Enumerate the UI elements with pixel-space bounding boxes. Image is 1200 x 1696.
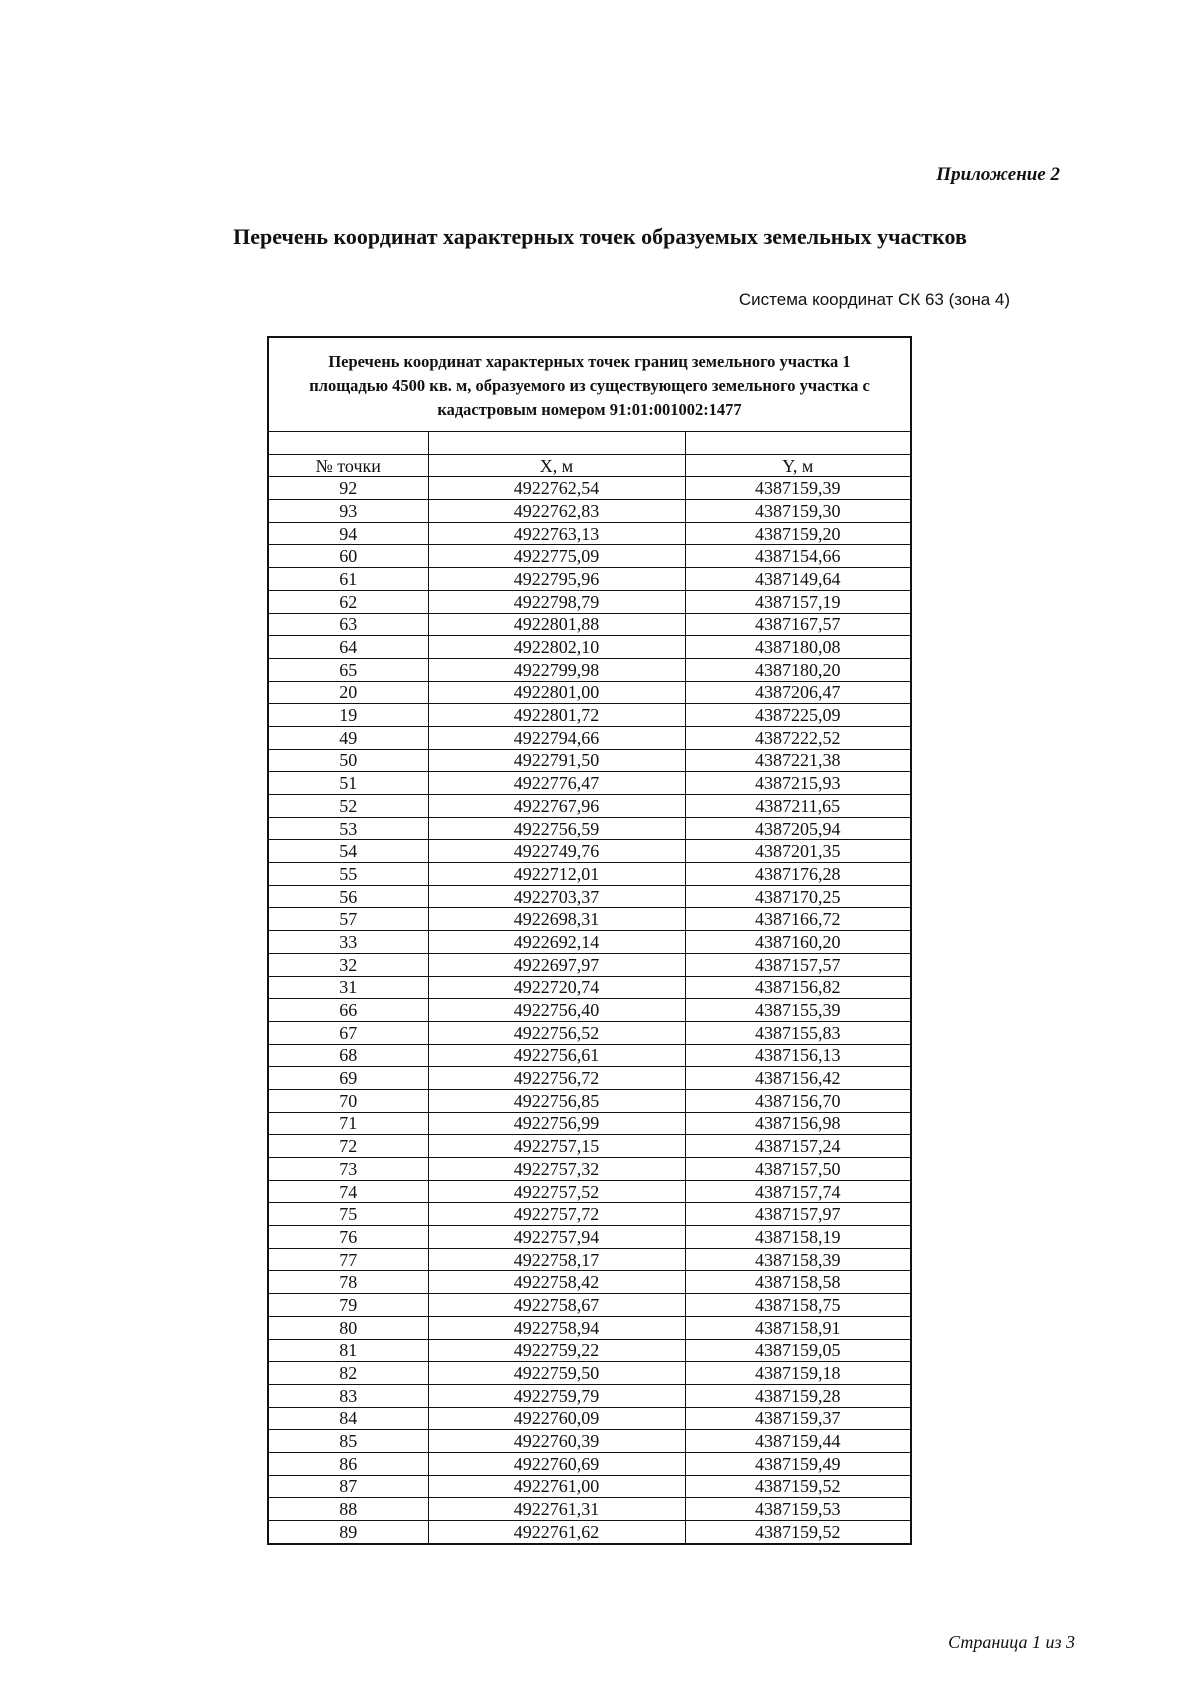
point-number-cell: 55	[269, 863, 428, 886]
table-row	[269, 613, 910, 636]
y-coordinate-cell: 4387155,83	[685, 1021, 910, 1044]
x-coordinate-cell: 4922758,67	[428, 1294, 685, 1317]
table-row	[269, 500, 910, 523]
y-coordinate-cell: 4387222,52	[685, 726, 910, 749]
x-coordinate-cell: 4922756,59	[428, 817, 685, 840]
table-row	[269, 1067, 910, 1090]
point-number-cell: 81	[269, 1339, 428, 1362]
table-row	[269, 1475, 910, 1498]
x-coordinate-cell: 4922760,09	[428, 1407, 685, 1430]
table-row	[269, 772, 910, 795]
y-coordinate-cell: 4387211,65	[685, 795, 910, 818]
y-coordinate-cell: 4387155,39	[685, 999, 910, 1022]
x-coordinate-cell: 4922799,98	[428, 658, 685, 681]
point-number-cell: 89	[269, 1521, 428, 1543]
appendix-label: Приложение 2	[936, 164, 1060, 185]
table-row	[269, 1180, 910, 1203]
x-coordinate-cell: 4922762,83	[428, 500, 685, 523]
y-coordinate-cell: 4387180,20	[685, 658, 910, 681]
x-coordinate-cell: 4922767,96	[428, 795, 685, 818]
table-row	[269, 931, 910, 954]
x-coordinate-cell: 4922760,39	[428, 1430, 685, 1453]
y-coordinate-cell: 4387156,98	[685, 1112, 910, 1135]
table-row	[269, 1044, 910, 1067]
table-row	[269, 976, 910, 999]
table-row	[269, 1271, 910, 1294]
point-number-cell: 49	[269, 726, 428, 749]
table-row	[269, 840, 910, 863]
x-coordinate-cell: 4922757,72	[428, 1203, 685, 1226]
table-row	[269, 522, 910, 545]
point-number-cell: 64	[269, 636, 428, 659]
table-row	[269, 681, 910, 704]
x-coordinate-cell: 4922757,15	[428, 1135, 685, 1158]
y-coordinate-cell: 4387159,28	[685, 1384, 910, 1407]
x-coordinate-cell: 4922756,40	[428, 999, 685, 1022]
y-coordinate-cell: 4387158,39	[685, 1248, 910, 1271]
point-number-cell: 86	[269, 1452, 428, 1475]
table-body	[269, 477, 910, 1543]
spacer-cell	[685, 432, 910, 454]
y-coordinate-cell: 4387215,93	[685, 772, 910, 795]
table-row	[269, 885, 910, 908]
x-coordinate-cell: 4922758,42	[428, 1271, 685, 1294]
y-coordinate-cell: 4387159,05	[685, 1339, 910, 1362]
table-header-row	[269, 454, 910, 477]
point-number-cell: 66	[269, 999, 428, 1022]
y-coordinate-cell: 4387158,58	[685, 1271, 910, 1294]
point-number-cell: 74	[269, 1180, 428, 1203]
y-coordinate-cell: 4387176,28	[685, 863, 910, 886]
x-coordinate-cell: 4922756,85	[428, 1089, 685, 1112]
table-row	[269, 795, 910, 818]
y-coordinate-cell: 4387205,94	[685, 817, 910, 840]
y-coordinate-cell: 4387159,44	[685, 1430, 910, 1453]
point-number-cell: 85	[269, 1430, 428, 1453]
x-coordinate-cell: 4922757,32	[428, 1158, 685, 1181]
point-number-cell: 32	[269, 953, 428, 976]
y-coordinate-cell: 4387156,13	[685, 1044, 910, 1067]
coordinate-system-label: Система координат СК 63 (зона 4)	[738, 290, 1010, 309]
table-row	[269, 1498, 910, 1521]
table-row	[269, 1226, 910, 1249]
y-coordinate-cell: 4387157,97	[685, 1203, 910, 1226]
table-row	[269, 1158, 910, 1181]
y-coordinate-cell: 4387159,37	[685, 1407, 910, 1430]
y-coordinate-cell: 4387156,42	[685, 1067, 910, 1090]
y-coordinate-cell: 4387157,74	[685, 1180, 910, 1203]
y-coordinate-cell: 4387157,19	[685, 590, 910, 613]
table-row	[269, 1135, 910, 1158]
x-coordinate-cell: 4922712,01	[428, 863, 685, 886]
x-coordinate-cell: 4922756,72	[428, 1067, 685, 1090]
point-number-cell: 75	[269, 1203, 428, 1226]
table-row	[269, 590, 910, 613]
point-number-cell: 79	[269, 1294, 428, 1317]
point-number-cell: 65	[269, 658, 428, 681]
y-coordinate-cell: 4387180,08	[685, 636, 910, 659]
y-coordinate-cell: 4387159,52	[685, 1521, 910, 1543]
table-row	[269, 1294, 910, 1317]
point-number-cell: 69	[269, 1067, 428, 1090]
table-row	[269, 1362, 910, 1385]
point-number-cell: 72	[269, 1135, 428, 1158]
y-coordinate-cell: 4387156,82	[685, 976, 910, 999]
y-coordinate-cell: 4387160,20	[685, 931, 910, 954]
table-row	[269, 1112, 910, 1135]
x-coordinate-cell: 4922756,52	[428, 1021, 685, 1044]
y-coordinate-cell: 4387149,64	[685, 568, 910, 591]
point-number-cell: 51	[269, 772, 428, 795]
point-number-cell: 84	[269, 1407, 428, 1430]
x-coordinate-cell: 4922759,79	[428, 1384, 685, 1407]
y-coordinate-cell: 4387166,72	[685, 908, 910, 931]
table-row	[269, 1203, 910, 1226]
x-coordinate-cell: 4922760,69	[428, 1452, 685, 1475]
document-title: Перечень координат характерных точек образуемых земельных участков	[233, 224, 967, 249]
table-row	[269, 1521, 910, 1543]
table-row	[269, 1384, 910, 1407]
y-coordinate-cell: 4387225,09	[685, 704, 910, 727]
y-coordinate-cell: 4387159,30	[685, 500, 910, 523]
y-coordinate-cell: 4387159,18	[685, 1362, 910, 1385]
y-coordinate-cell: 4387154,66	[685, 545, 910, 568]
table-row	[269, 1248, 910, 1271]
x-coordinate-cell: 4922791,50	[428, 749, 685, 772]
spacer-cell	[269, 432, 428, 454]
table-row	[269, 1452, 910, 1475]
table-caption: Перечень координат характерных точек границ земельного участка 1 площадью 4500 кв. м, образуемого из существующего земельного участка с кадастровым номером 91:01:001002:1477	[269, 338, 910, 432]
x-coordinate-cell: 4922801,00	[428, 681, 685, 704]
y-coordinate-cell: 4387158,91	[685, 1316, 910, 1339]
coordinates-table-container	[267, 336, 912, 1545]
y-coordinate-cell: 4387159,20	[685, 522, 910, 545]
point-number-cell: 57	[269, 908, 428, 931]
point-number-cell: 62	[269, 590, 428, 613]
point-number-cell: 31	[269, 976, 428, 999]
table-row	[269, 658, 910, 681]
point-number-cell: 82	[269, 1362, 428, 1385]
point-number-cell: 19	[269, 704, 428, 727]
x-coordinate-cell: 4922720,74	[428, 976, 685, 999]
table-row	[269, 545, 910, 568]
table-row	[269, 568, 910, 591]
x-coordinate-cell: 4922759,50	[428, 1362, 685, 1385]
point-number-cell: 71	[269, 1112, 428, 1135]
point-number-cell: 88	[269, 1498, 428, 1521]
x-coordinate-cell: 4922776,47	[428, 772, 685, 795]
y-coordinate-cell: 4387157,57	[685, 953, 910, 976]
x-coordinate-cell: 4922761,62	[428, 1521, 685, 1543]
table-row	[269, 636, 910, 659]
table-row	[269, 1021, 910, 1044]
x-coordinate-cell: 4922692,14	[428, 931, 685, 954]
x-coordinate-cell: 4922762,54	[428, 477, 685, 500]
y-coordinate-cell: 4387206,47	[685, 681, 910, 704]
table-spacer-row	[269, 432, 910, 454]
x-coordinate-cell: 4922801,88	[428, 613, 685, 636]
page-number: Страница 1 из 3	[948, 1632, 1075, 1652]
y-coordinate-cell: 4387201,35	[685, 840, 910, 863]
point-number-cell: 93	[269, 500, 428, 523]
table-row	[269, 908, 910, 931]
x-coordinate-cell: 4922757,94	[428, 1226, 685, 1249]
point-number-cell: 76	[269, 1226, 428, 1249]
coordinates-table	[269, 432, 910, 1543]
x-coordinate-cell: 4922758,94	[428, 1316, 685, 1339]
x-coordinate-cell: 4922801,72	[428, 704, 685, 727]
table-row	[269, 704, 910, 727]
y-coordinate-cell: 4387159,39	[685, 477, 910, 500]
point-number-cell: 52	[269, 795, 428, 818]
x-coordinate-cell: 4922798,79	[428, 590, 685, 613]
point-number-cell: 60	[269, 545, 428, 568]
point-number-cell: 77	[269, 1248, 428, 1271]
point-number-cell: 94	[269, 522, 428, 545]
table-row	[269, 863, 910, 886]
y-coordinate-cell: 4387158,75	[685, 1294, 910, 1317]
x-coordinate-cell: 4922758,17	[428, 1248, 685, 1271]
x-coordinate-cell: 4922756,99	[428, 1112, 685, 1135]
header-point-number: № точки	[269, 454, 428, 477]
spacer-cell	[428, 432, 685, 454]
point-number-cell: 54	[269, 840, 428, 863]
table-row	[269, 749, 910, 772]
y-coordinate-cell: 4387159,52	[685, 1475, 910, 1498]
y-coordinate-cell: 4387170,25	[685, 885, 910, 908]
point-number-cell: 87	[269, 1475, 428, 1498]
point-number-cell: 92	[269, 477, 428, 500]
y-coordinate-cell: 4387159,49	[685, 1452, 910, 1475]
table-row	[269, 1407, 910, 1430]
x-coordinate-cell: 4922749,76	[428, 840, 685, 863]
y-coordinate-cell: 4387156,70	[685, 1089, 910, 1112]
point-number-cell: 20	[269, 681, 428, 704]
x-coordinate-cell: 4922802,10	[428, 636, 685, 659]
header-x: X, м	[428, 454, 685, 477]
x-coordinate-cell: 4922794,66	[428, 726, 685, 749]
point-number-cell: 61	[269, 568, 428, 591]
point-number-cell: 78	[269, 1271, 428, 1294]
point-number-cell: 33	[269, 931, 428, 954]
x-coordinate-cell: 4922697,97	[428, 953, 685, 976]
table-row	[269, 817, 910, 840]
table-row	[269, 477, 910, 500]
table-row	[269, 953, 910, 976]
point-number-cell: 63	[269, 613, 428, 636]
y-coordinate-cell: 4387159,53	[685, 1498, 910, 1521]
y-coordinate-cell: 4387167,57	[685, 613, 910, 636]
x-coordinate-cell: 4922761,00	[428, 1475, 685, 1498]
table-row	[269, 1089, 910, 1112]
x-coordinate-cell: 4922763,13	[428, 522, 685, 545]
point-number-cell: 80	[269, 1316, 428, 1339]
table-row	[269, 1430, 910, 1453]
point-number-cell: 68	[269, 1044, 428, 1067]
x-coordinate-cell: 4922757,52	[428, 1180, 685, 1203]
x-coordinate-cell: 4922795,96	[428, 568, 685, 591]
header-y: Y, м	[685, 454, 910, 477]
table-row	[269, 999, 910, 1022]
x-coordinate-cell: 4922756,61	[428, 1044, 685, 1067]
point-number-cell: 56	[269, 885, 428, 908]
y-coordinate-cell: 4387157,24	[685, 1135, 910, 1158]
x-coordinate-cell: 4922775,09	[428, 545, 685, 568]
x-coordinate-cell: 4922761,31	[428, 1498, 685, 1521]
point-number-cell: 73	[269, 1158, 428, 1181]
y-coordinate-cell: 4387221,38	[685, 749, 910, 772]
point-number-cell: 83	[269, 1384, 428, 1407]
table-row	[269, 1339, 910, 1362]
point-number-cell: 53	[269, 817, 428, 840]
point-number-cell: 50	[269, 749, 428, 772]
point-number-cell: 67	[269, 1021, 428, 1044]
x-coordinate-cell: 4922759,22	[428, 1339, 685, 1362]
point-number-cell: 70	[269, 1089, 428, 1112]
y-coordinate-cell: 4387158,19	[685, 1226, 910, 1249]
table-row	[269, 726, 910, 749]
y-coordinate-cell: 4387157,50	[685, 1158, 910, 1181]
x-coordinate-cell: 4922698,31	[428, 908, 685, 931]
x-coordinate-cell: 4922703,37	[428, 885, 685, 908]
table-row	[269, 1316, 910, 1339]
